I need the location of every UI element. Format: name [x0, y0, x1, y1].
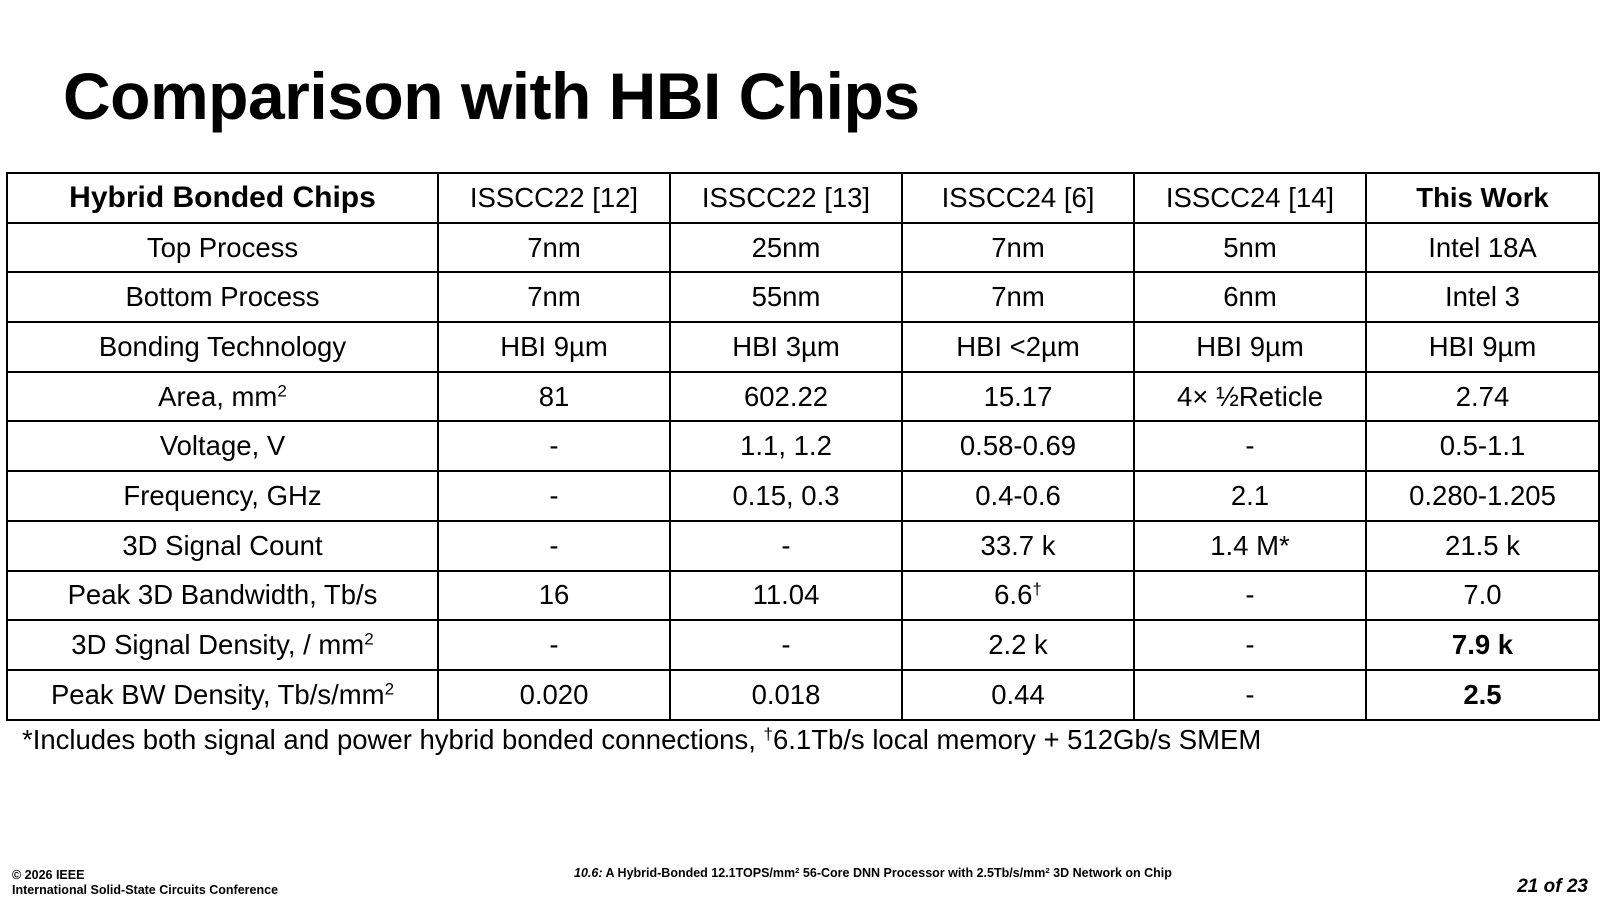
table-cell [438, 421, 670, 471]
table-row [7, 322, 1599, 372]
table-cell [902, 272, 1134, 322]
table-cell [438, 471, 670, 521]
copyright: © 2026 IEEE [12, 868, 85, 882]
table-cell [1366, 272, 1599, 322]
table-cell [1134, 322, 1366, 372]
row-label [7, 421, 438, 471]
cell-value: HBI <2µm [956, 330, 1080, 362]
footer-left [12, 868, 278, 898]
cell-value: - [1245, 678, 1255, 710]
cell-value: - [549, 479, 559, 511]
cell-value: 0.020 [519, 678, 589, 710]
cell-value: 25nm [751, 231, 821, 263]
table-header-row [7, 173, 1599, 223]
row-label-text: Peak 3D Bandwidth, Tb/s [67, 579, 378, 611]
table-cell [1134, 272, 1366, 322]
cell-value: 7.0 [1463, 579, 1502, 611]
table-cell [902, 521, 1134, 571]
table-cell [902, 223, 1134, 273]
table-cell [1134, 471, 1366, 521]
table-row [7, 521, 1599, 571]
row-label [7, 670, 438, 720]
table-row [7, 372, 1599, 422]
cell-value: - [549, 430, 559, 462]
cell-value: 1.1, 1.2 [740, 430, 832, 462]
table-row [7, 421, 1599, 471]
cell-value: Intel 3 [1445, 281, 1520, 313]
row-label-superscript: 2 [384, 679, 395, 699]
cell-value: 0.15, 0.3 [732, 479, 840, 511]
row-label-text: 3D Signal Density, / mm [71, 629, 365, 661]
row-label-text: Frequency, GHz [123, 479, 322, 511]
table-cell [670, 670, 902, 720]
comparison-table [6, 172, 1600, 721]
table-cell [670, 471, 902, 521]
table-cell [902, 322, 1134, 372]
cell-value: 2.5 [1463, 678, 1502, 710]
table-cell [902, 471, 1134, 521]
table-cell [902, 372, 1134, 422]
paper-title-sup: 2 [795, 865, 800, 875]
table-row [7, 272, 1599, 322]
column-header: ISSCC22 [13] [670, 173, 902, 223]
cell-value: HBI 9µm [1196, 330, 1304, 362]
table-cell [438, 322, 670, 372]
paper-title-part: 3D Network on Chip [1049, 866, 1172, 880]
table-cell [438, 670, 670, 720]
slide-title: Comparison with HBI Chips [63, 59, 920, 133]
cell-value: 2.74 [1455, 380, 1510, 412]
row-label [7, 272, 438, 322]
cell-value: 6nm [1223, 281, 1277, 313]
table-cell [1366, 322, 1599, 372]
footnote-text-1: *Includes both signal and power hybrid bonded connections, [22, 724, 764, 755]
column-header: ISSCC22 [12] [438, 173, 670, 223]
table-corner-header: Hybrid Bonded Chips [7, 173, 438, 223]
row-label [7, 620, 438, 670]
table-cell [1134, 571, 1366, 621]
row-label-superscript: 2 [277, 381, 287, 401]
table-cell [670, 272, 902, 322]
cell-value: 1.4 M* [1210, 529, 1290, 561]
table-cell [438, 620, 670, 670]
table-cell [438, 372, 670, 422]
table-cell [1366, 223, 1599, 273]
column-header: ISSCC24 [6] [902, 173, 1134, 223]
cell-value: 7nm [991, 281, 1045, 313]
row-label-text: Area, mm [158, 380, 278, 412]
cell-value: - [1245, 579, 1255, 611]
table-cell [1366, 471, 1599, 521]
cell-value: - [1245, 629, 1255, 661]
table-cell [1134, 223, 1366, 273]
table-row [7, 223, 1599, 273]
table-row [7, 571, 1599, 621]
paper-title-part: A Hybrid-Bonded 12.1TOPS/mm [602, 866, 796, 880]
table-cell [670, 620, 902, 670]
row-label-text: Top Process [146, 231, 299, 263]
footnote-text-2: 6.1Tb/s local memory + 512Gb/s SMEM [772, 724, 1262, 755]
cell-value: 0.4-0.6 [975, 479, 1061, 511]
row-label-text: 3D Signal Count [122, 529, 323, 561]
cell-value: 0.5-1.1 [1439, 430, 1526, 462]
cell-superscript: † [1032, 579, 1042, 599]
cell-value: 55nm [751, 281, 821, 313]
row-label [7, 571, 438, 621]
table-cell [902, 421, 1134, 471]
table-cell [670, 421, 902, 471]
cell-value: 21.5 k [1445, 529, 1520, 561]
cell-value: 6.6 [994, 579, 1033, 611]
cell-value: 5nm [1223, 231, 1277, 263]
cell-value: 7.9 k [1451, 629, 1514, 661]
cell-value: 33.7 k [980, 529, 1056, 561]
row-label-text: Bottom Process [125, 281, 320, 313]
cell-value: 2.1 [1230, 479, 1270, 511]
table-cell [1366, 670, 1599, 720]
cell-value: 11.04 [752, 579, 820, 611]
table-cell [1366, 372, 1599, 422]
footer-paper-title [574, 866, 1172, 880]
table-cell [902, 620, 1134, 670]
row-label [7, 372, 438, 422]
table-cell [1134, 670, 1366, 720]
table-row [7, 620, 1599, 670]
table-cell [670, 521, 902, 571]
table-cell [1366, 620, 1599, 670]
table-row [7, 471, 1599, 521]
table-cell [1366, 521, 1599, 571]
table-cell [670, 322, 902, 372]
cell-value: 81 [538, 380, 570, 412]
cell-value: HBI 9µm [1428, 330, 1537, 362]
table-cell [902, 670, 1134, 720]
cell-value: 0.58-0.69 [959, 430, 1077, 462]
table-cell [438, 571, 670, 621]
table-cell [1366, 571, 1599, 621]
row-label-text: Peak BW Density, Tb/s/mm [50, 678, 385, 710]
cell-value: - [549, 529, 559, 561]
cell-value: - [549, 629, 559, 661]
cell-value: - [781, 529, 791, 561]
cell-value: 602.22 [743, 380, 829, 412]
cell-value: 0.280-1.205 [1409, 479, 1556, 511]
table-cell [1134, 521, 1366, 571]
table-cell [438, 521, 670, 571]
row-label-superscript: 2 [364, 629, 374, 649]
table-cell [1134, 421, 1366, 471]
cell-value: 16 [538, 579, 570, 611]
footnote [22, 724, 1261, 756]
row-label-text: Voltage, V [159, 430, 286, 462]
footnote-dagger: † [763, 724, 773, 744]
table-cell [670, 223, 902, 273]
paper-title-sup: 2 [1045, 865, 1050, 875]
row-label [7, 521, 438, 571]
cell-value: 7nm [527, 281, 581, 313]
row-label [7, 223, 438, 273]
table-cell [670, 571, 902, 621]
table-cell [670, 372, 902, 422]
table-cell [1134, 372, 1366, 422]
cell-value: HBI 3µm [732, 330, 840, 362]
cell-value: 2.2 k [988, 629, 1048, 661]
row-label [7, 322, 438, 372]
table-row [7, 670, 1599, 720]
table-cell [902, 571, 1134, 621]
cell-value: 0.44 [991, 678, 1045, 710]
cell-value: 15.17 [983, 380, 1053, 412]
table-cell [1134, 620, 1366, 670]
cell-value: Intel 18A [1428, 231, 1537, 263]
cell-value: 7nm [527, 231, 581, 263]
cell-value: 4× ½Reticle [1177, 380, 1323, 412]
table-cell [438, 272, 670, 322]
table-cell [438, 223, 670, 273]
column-header-this-work: This Work [1366, 173, 1599, 223]
paper-title-part: 56-Core DNN Processor with 2.5Tb/s/mm [799, 866, 1046, 880]
row-label-text: Bonding Technology [98, 330, 347, 362]
table-body [7, 223, 1599, 720]
row-label [7, 471, 438, 521]
column-header: ISSCC24 [14] [1134, 173, 1366, 223]
session-number: 10.6: [574, 866, 603, 880]
cell-value: - [1245, 430, 1255, 462]
cell-value: - [781, 629, 791, 661]
conference-name: International Solid-State Circuits Conference [12, 883, 279, 897]
cell-value: 0.018 [751, 678, 821, 710]
table-cell [1366, 421, 1599, 471]
cell-value: 7nm [991, 231, 1045, 263]
cell-value: HBI 9µm [500, 330, 608, 362]
page-number: 21 of 23 [1517, 876, 1588, 897]
